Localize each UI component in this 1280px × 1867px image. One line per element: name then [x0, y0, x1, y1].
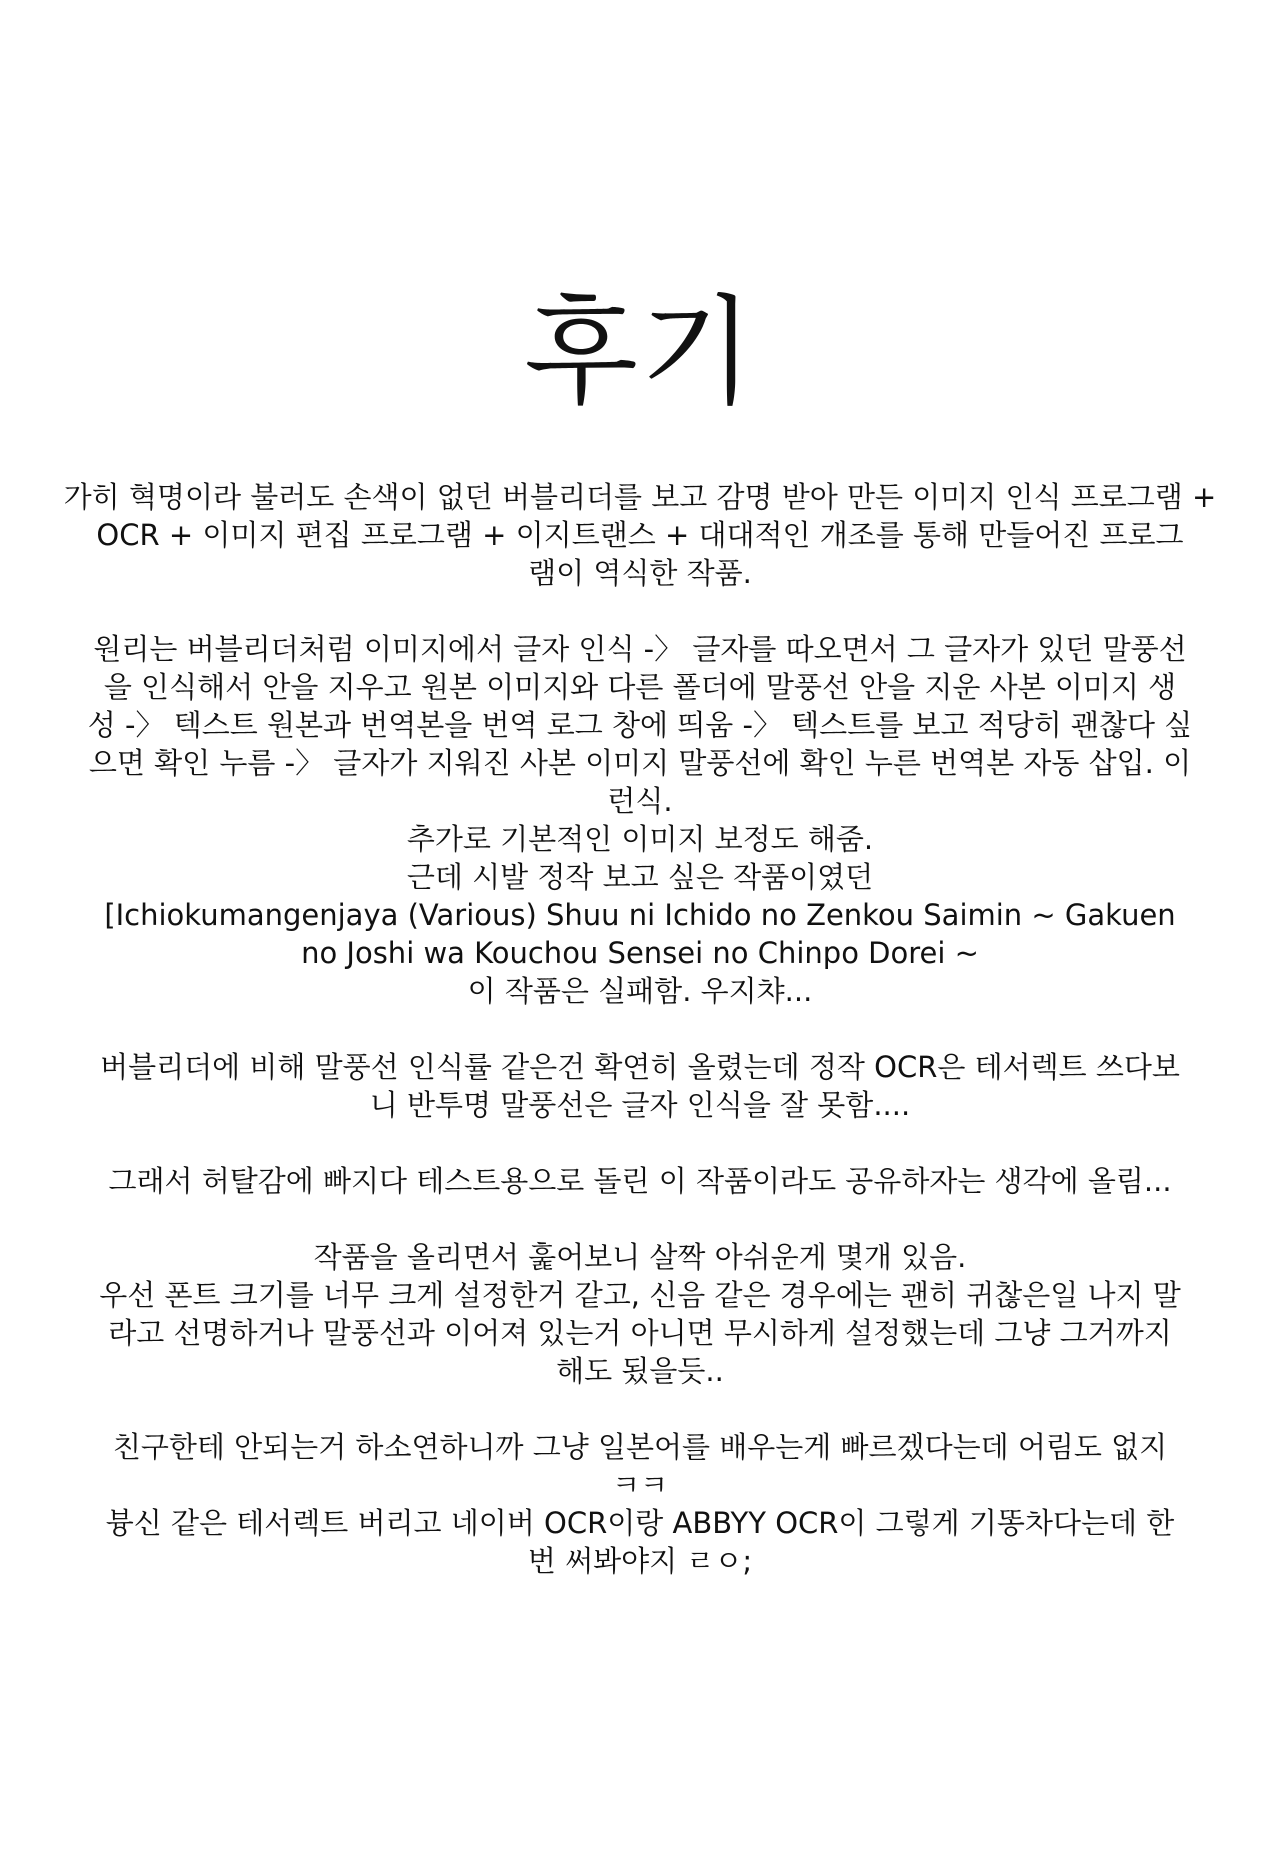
afterword-body — [40, 478, 1240, 1580]
text-line: 우선 폰트 크기를 너무 크게 설정한거 같고, 신음 같은 경우에는 괜히 귀찮은일 나지 말 — [99, 1278, 1181, 1312]
text-line: 을 인식해서 안을 지우고 원본 이미지와 다른 폴더에 말풍선 안을 지운 사본 이미지 생 — [103, 670, 1177, 704]
text-line: 해도 됬을듯.. — [556, 1354, 724, 1388]
text-line: 버블리더에 비해 말풍선 인식률 같은건 확연히 올렸는데 정작 OCR은 테서렉트 쓰다보 — [100, 1050, 1180, 1084]
text-line: [Ichiokumangenjaya (Various) Shuu ni Ichido no Zenkou Saimin ~ Gakuen — [104, 898, 1176, 932]
text-line: 번 써봐야지 ㄹㅇ; — [527, 1544, 753, 1578]
text-line: 그래서 허탈감에 빠지다 테스트용으로 돌린 이 작품이라도 공유하자는 생각에 올림... — [108, 1164, 1172, 1198]
text-line: ㅋㅋ — [611, 1468, 669, 1502]
text-line: OCR + 이미지 편집 프로그램 + 이지트랜스 + 대대적인 개조를 통해 만들어진 프로그 — [96, 518, 1184, 552]
text-line: 작품을 올리면서 훑어보니 살짝 아쉬운게 몇개 있음. — [313, 1240, 967, 1274]
text-line: 이 작품은 실패함. 우지챠... — [467, 974, 813, 1008]
text-line: 원리는 버블리더처럼 이미지에서 글자 인식 -〉 글자를 따오면서 그 글자가 있던 말풍선 — [93, 632, 1187, 666]
text-line: no Joshi wa Kouchou Sensei no Chinpo Dorei ~ — [301, 936, 979, 970]
text-line: 라고 선명하거나 말풍선과 이어져 있는거 아니면 무시하게 설정했는데 그냥 그거까지 — [108, 1316, 1172, 1350]
page-title: 후기 — [524, 283, 756, 421]
text-line: 추가로 기본적인 이미지 보정도 해줌. — [406, 822, 874, 856]
text-line: 븅신 같은 테서렉트 버리고 네이버 OCR이랑 ABBYY OCR이 그렇게 기똥차다는데 한 — [105, 1506, 1175, 1540]
paragraph-regrets — [40, 1238, 1240, 1390]
paragraph-ocr-issue — [40, 1048, 1240, 1124]
text-line: 런식. — [607, 784, 673, 818]
text-line: 램이 역식한 작품. — [528, 556, 752, 590]
paragraph-closing — [40, 1428, 1240, 1580]
text-line: 니 반투명 말풍선은 글자 인식을 잘 못함.... — [369, 1088, 911, 1122]
text-line: 친구한테 안되는거 하소연하니까 그냥 일본어를 배우는게 빠르겠다는데 어림도 없지 — [112, 1430, 1168, 1464]
paragraph-sharing — [40, 1162, 1240, 1200]
text-line: 으면 확인 누름 -〉 글자가 지워진 사본 이미지 말풍선에 확인 누른 번역본 자동 삽입. 이 — [88, 746, 1192, 780]
paragraph-principle — [40, 630, 1240, 1010]
text-line: 근데 시발 정작 보고 싶은 작품이였던 — [406, 860, 874, 894]
paragraph-intro — [40, 478, 1240, 592]
text-line: 성 -〉 텍스트 원본과 번역본을 번역 로그 창에 띄움 -〉 텍스트를 보고 적당히 괜찮다 싶 — [87, 708, 1193, 742]
text-line: 가히 혁명이라 불러도 손색이 없던 버블리더를 보고 감명 받아 만든 이미지 인식 프로그램 + — [63, 480, 1217, 514]
